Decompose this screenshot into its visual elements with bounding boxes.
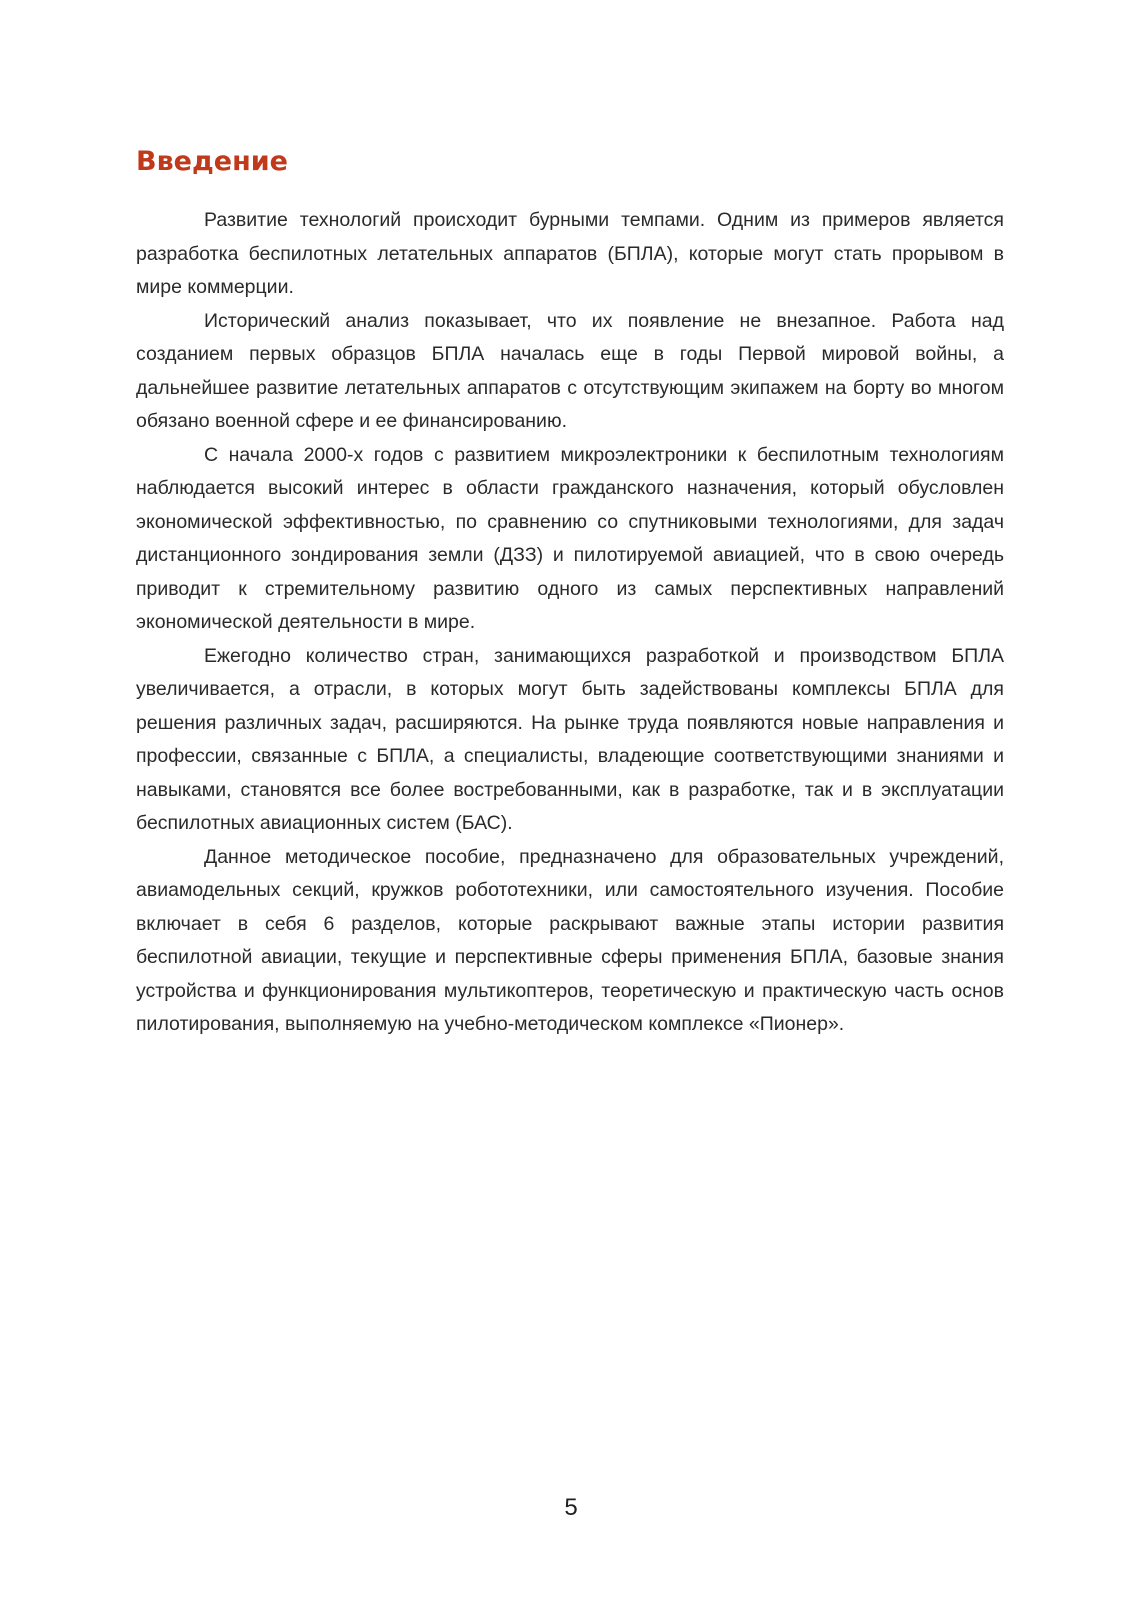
- section-heading: Введение: [136, 146, 288, 177]
- paragraph: Данное методическое пособие, предназначено для образовательных учреждений, авиамодельных секций, кружков робототехники, или самостоятельного изучения. Пособие включает в себя 6 разделов, которые раскрывают важные этапы истории развития беспилотной авиации, текущие и перспективные сферы применения БПЛА, базовые знания устройства и функционирования мультикоптеров, теоретическую и практическую часть основ пилотирования, выполняемую на учебно-методическом комплексе «Пионер».: [136, 845, 1004, 1035]
- page-number: 5: [564, 1494, 578, 1521]
- paragraph: Развитие технологий происходит бурными темпами. Одним из примеров является разработка беспилотных летательных аппаратов (БПЛА), которые могут стать прорывом в мире коммерции.: [136, 209, 1004, 298]
- paragraph: Ежегодно количество стран, занимающихся разработкой и производством БПЛА увеличивается, а отрасли, в которых могут быть задействованы комплексы БПЛА для решения различных задач, расширяются. На рынке труда появляются новые направления и профессии, связанные с БПЛА, а специалисты, владеющие соответствующими знаниями и навыками, становятся все более востребованными, как в разработке, так и в эксплуатации беспилотных авиационных систем (БАС).: [136, 644, 1004, 834]
- paragraph: Исторический анализ показывает, что их появление не внезапное. Работа над созданием первых образцов БПЛА началась еще в годы Первой мировой войны, а дальнейшее развитие летательных аппаратов с отсутствующим экипажем на борту во многом обязано военной сфере и ее финансированию.: [136, 309, 1004, 432]
- body-text: [136, 204, 1004, 1042]
- paragraph: С начала 2000-х годов с развитием микроэлектроники к беспилотным технологиям наблюдается высокий интерес в области гражданского назначения, который обусловлен экономической эффективностью, по сравнению со спутниковыми технологиями, для задач дистанционного зондирования земли (ДЗЗ) и пилотируемой авиацией, что в свою очередь приводит к стремительному развитию одного из самых перспективных направлений экономической деятельности в мире.: [136, 443, 1004, 633]
